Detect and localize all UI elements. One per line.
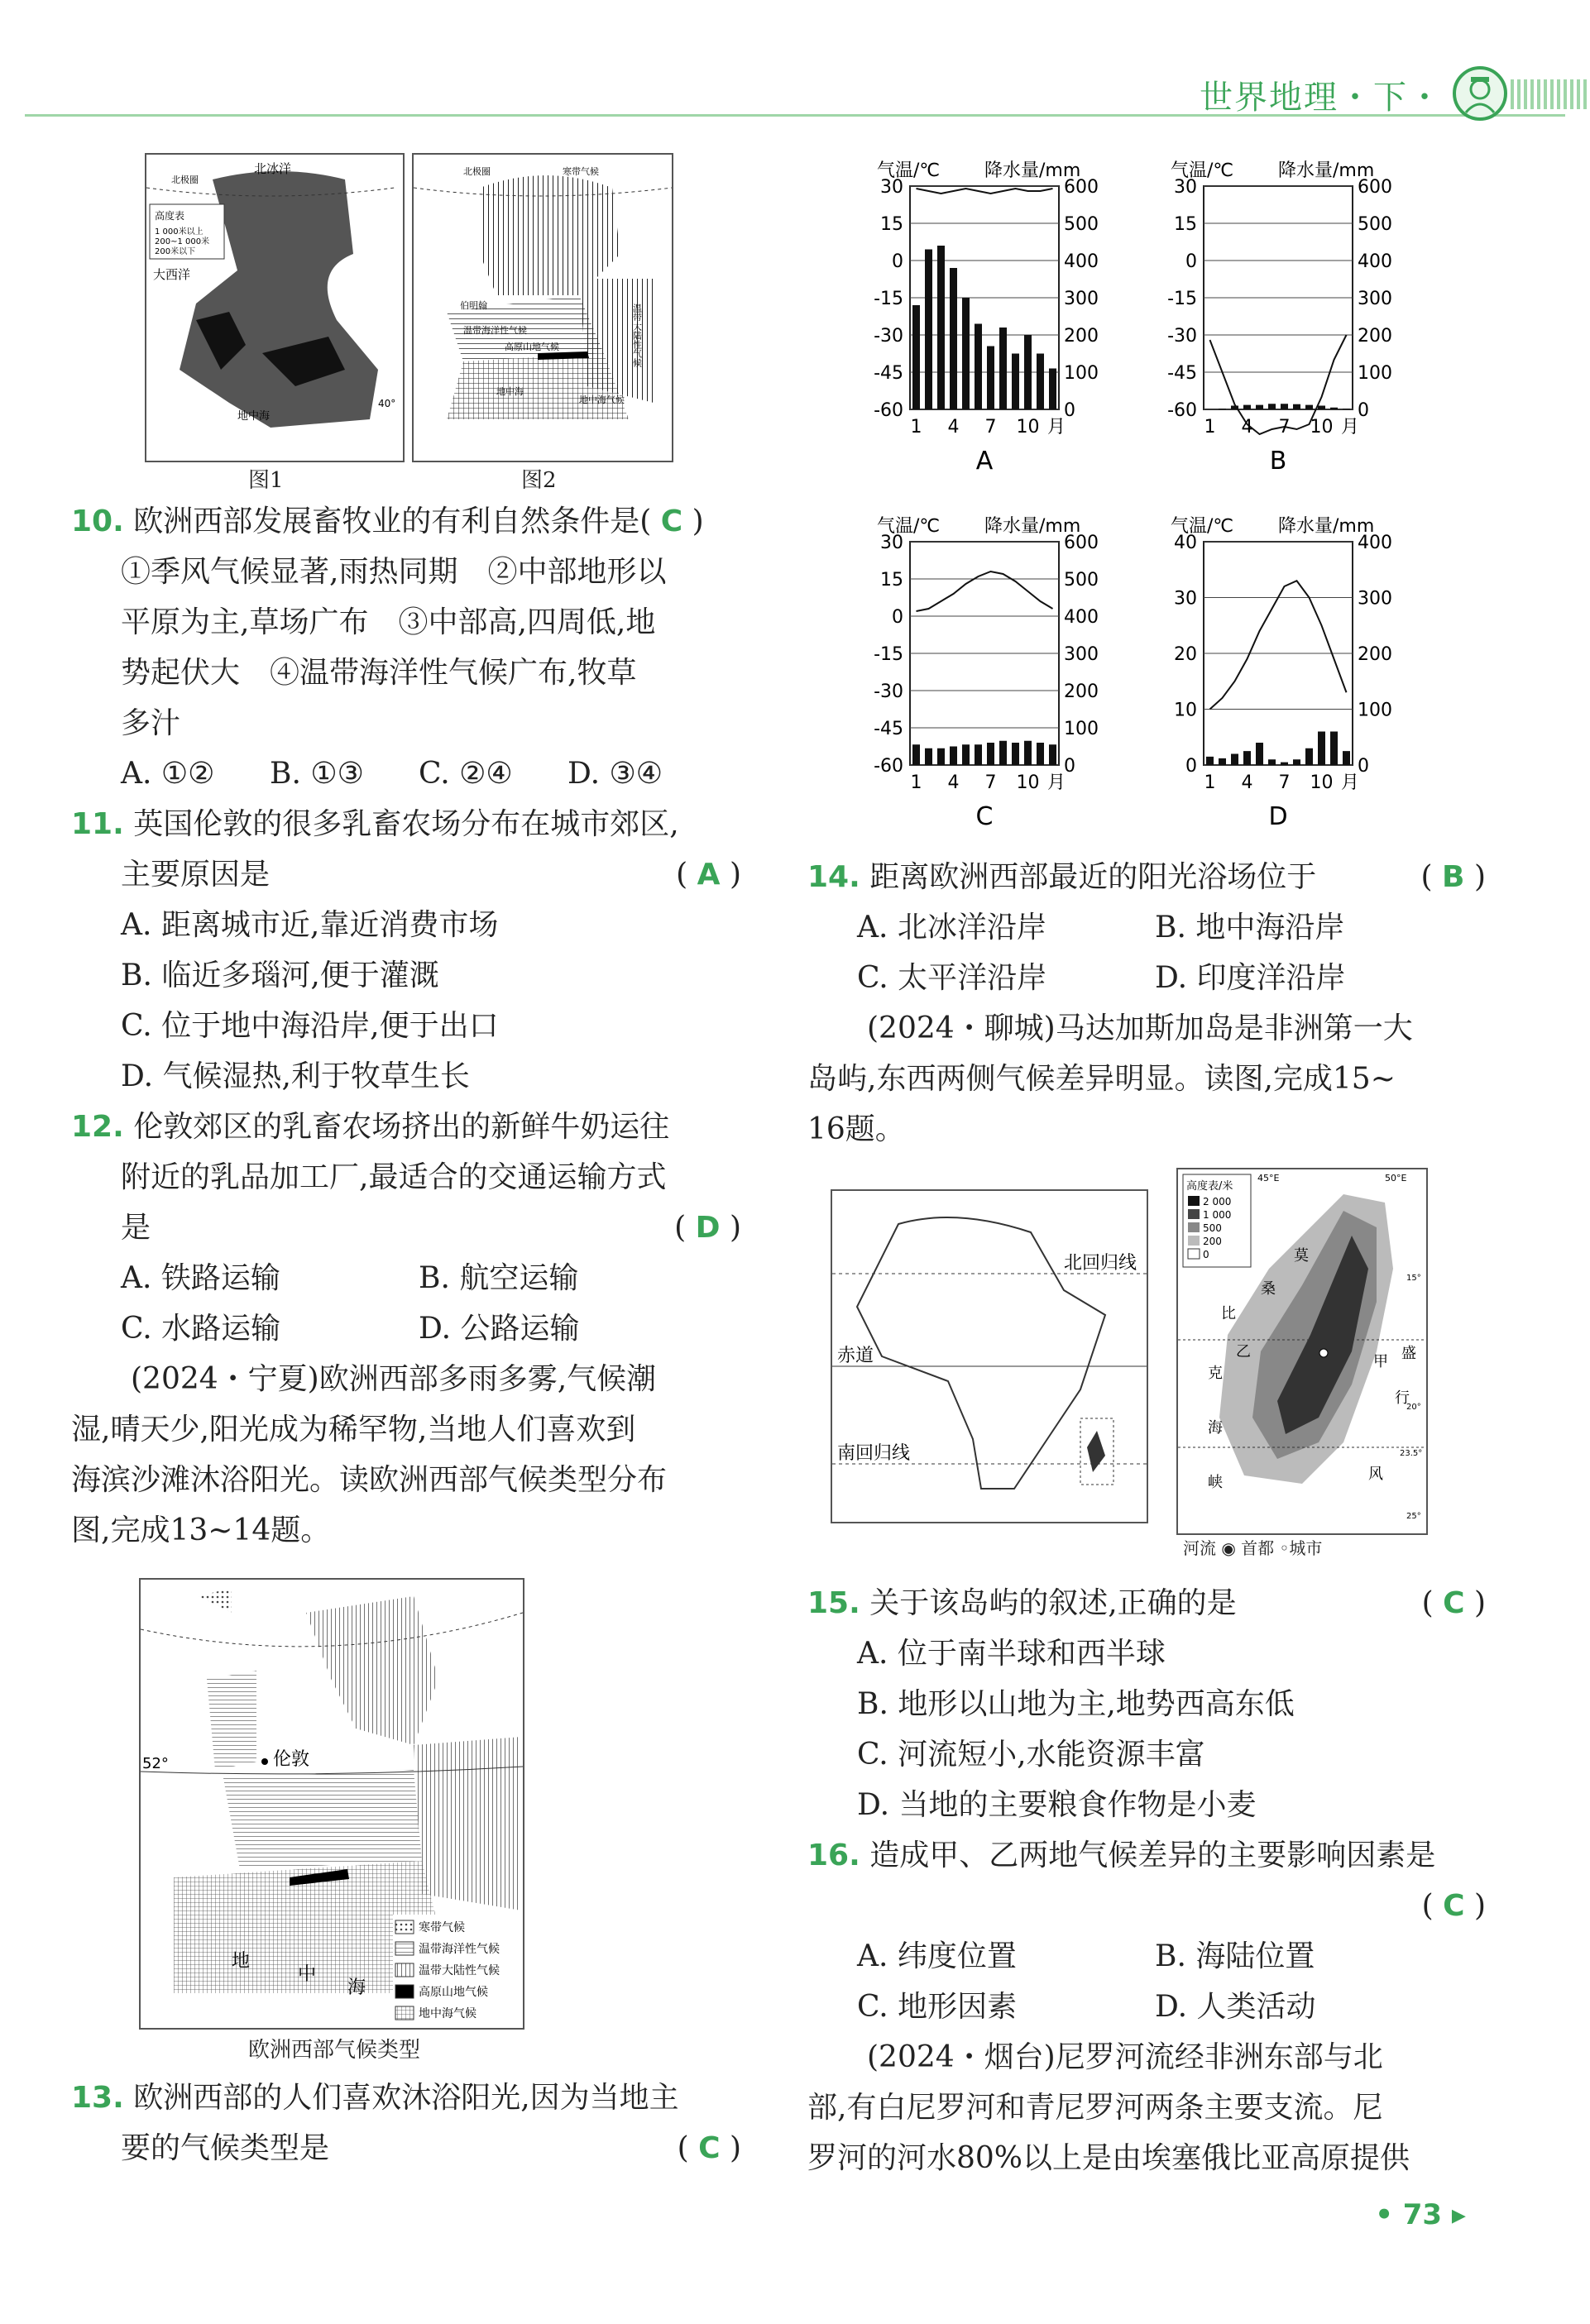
answer-choice: C <box>660 504 683 538</box>
fig2-label: 温带大陆性气候 <box>631 304 643 367</box>
question-text-line: 势起伏大 ④温带海洋性气候广布,牧草 <box>121 656 637 690</box>
question-number: 14. <box>807 860 860 894</box>
precip-bar <box>912 744 920 765</box>
option: D. 公路运输 <box>419 1312 580 1346</box>
precip-tick: 500 <box>1064 570 1099 591</box>
question-stem: 造成甲、乙两地气候差异的主要影响因素是 <box>869 1839 1436 1872</box>
option: C. 太平洋沿岸 <box>857 961 1047 995</box>
temp-tick: 30 <box>1174 177 1197 198</box>
temp-tick: -30 <box>1167 326 1197 347</box>
precip-tick: 300 <box>1358 289 1392 309</box>
map-label: 盛 <box>1401 1345 1416 1362</box>
precip-tick: 200 <box>1064 326 1099 347</box>
precip-bar <box>999 741 1007 765</box>
climate-chart-B <box>1167 160 1392 476</box>
option: B. 地中海沿岸 <box>1155 911 1345 944</box>
option: A. 纬度位置 <box>857 1939 1017 1973</box>
question-text-line: 平原为主,草场广布 ③中部高,四周低,地 <box>121 605 656 639</box>
month-tick: 4 <box>1241 772 1253 793</box>
month-tick: 1 <box>1204 772 1216 793</box>
student-logo-icon <box>1453 66 1507 121</box>
precip-tick: 0 <box>1358 756 1369 777</box>
temperature-line <box>917 189 1053 194</box>
precip-bar <box>925 250 932 410</box>
map-label: 克 <box>1208 1365 1223 1382</box>
chart-label: D <box>1268 802 1288 831</box>
month-tick: 4 <box>947 772 960 793</box>
temp-tick: -15 <box>874 644 903 665</box>
africa-map <box>831 1189 1148 1523</box>
month-tick: 1 <box>910 417 922 438</box>
precip-tick: 400 <box>1064 607 1099 628</box>
precip-tick: 500 <box>1358 214 1392 235</box>
madagascar-map <box>1176 1168 1428 1535</box>
precip-bar <box>1330 408 1338 409</box>
europe-map-caption: 欧洲西部气候类型 <box>248 2038 421 2063</box>
option: B. ①③ <box>270 757 364 791</box>
right-column-questions <box>807 852 1486 1155</box>
latitude-label: 25° <box>1406 1512 1421 1521</box>
precip-bar <box>1037 743 1044 765</box>
answer-choice: C <box>1443 1889 1465 1923</box>
precip-tick: 300 <box>1064 644 1099 665</box>
answer-choice: A <box>697 858 721 892</box>
precip-bar <box>950 747 957 766</box>
option: C. 位于地中海沿岸,便于出口 <box>121 1009 499 1043</box>
madagascar-legend: 河流 ◉ 首都 ◦城市 <box>1183 1538 1323 1558</box>
precip-bar <box>975 744 982 765</box>
precip-bar <box>937 748 945 765</box>
page-number: • 73 ▸ <box>1375 2198 1466 2231</box>
month-tick: 10 <box>1016 417 1040 438</box>
europe-map-label: 中 <box>298 1964 317 1985</box>
fig1-label: 200~1 000米 <box>155 237 210 246</box>
question-12 <box>71 1102 741 1152</box>
chart-ylabel-right: 降水量/mm <box>1278 160 1375 181</box>
precip-bar <box>1231 754 1238 766</box>
option: A. 距离城市近,靠近消费市场 <box>121 908 499 942</box>
precip-bar <box>1037 354 1044 410</box>
option: D. 人类活动 <box>1155 1990 1316 2024</box>
temp-tick: 0 <box>892 607 903 628</box>
precip-bar <box>1343 751 1350 765</box>
question-text-line: 多汁 <box>121 706 181 740</box>
precip-bar <box>1012 354 1019 410</box>
climate-chart-C <box>874 516 1099 831</box>
fig2-label: 寒带气候 <box>563 166 599 177</box>
question-stem: 要的气候类型是 <box>121 2131 330 2165</box>
question-stem-line: 要的气候类型是 ( C ) <box>71 2123 741 2173</box>
precip-bar <box>1243 751 1251 765</box>
chart-ylabel-right: 降水量/mm <box>984 516 1081 537</box>
left-column-questions <box>71 496 741 1556</box>
answer-choice: C <box>1443 1586 1465 1620</box>
question-number: 12. <box>71 1110 124 1144</box>
precip-bar <box>1305 748 1313 765</box>
temperature-line <box>917 571 1053 611</box>
question-number: 10. <box>71 504 124 538</box>
precip-tick: 400 <box>1358 533 1392 553</box>
month-tick: 7 <box>984 417 997 438</box>
month-tick: 7 <box>984 772 997 793</box>
chart-ylabel-left: 气温/℃ <box>877 160 941 181</box>
reading-intro-line: 海滨沙滩沐浴阳光。读欧洲西部气候类型分布 <box>71 1463 668 1497</box>
temp-tick: -60 <box>874 400 903 421</box>
options-row <box>807 953 1486 1003</box>
question-11 <box>71 799 741 849</box>
question-stem: 关于该岛屿的叙述,正确的是 <box>869 1586 1237 1620</box>
precip-tick: 300 <box>1064 289 1099 309</box>
temp-tick: 20 <box>1174 644 1197 665</box>
temp-tick: 15 <box>1174 214 1197 235</box>
option: A. 北冰洋沿岸 <box>857 911 1046 944</box>
chart-label: C <box>975 802 994 831</box>
fig1-label: 北冰洋 <box>254 161 292 176</box>
question-10: 10. 欧洲西部发展畜牧业的有利自然条件是( C ) <box>71 504 704 538</box>
question-stem: 英国伦敦的很多乳畜农场分布在城市郊区, <box>133 807 679 841</box>
chart-ylabel-right: 降水量/mm <box>1278 516 1375 537</box>
temp-tick: 30 <box>1174 588 1197 610</box>
answer-line: ( C ) <box>1421 1889 1486 1923</box>
precip-tick: 200 <box>1358 326 1392 347</box>
option: B. 临近多瑙河,便于灌溉 <box>121 959 439 992</box>
precip-bar <box>1024 335 1032 409</box>
option: C. ②④ <box>419 757 513 791</box>
option: D. 印度洋沿岸 <box>1155 961 1346 995</box>
precip-tick: 100 <box>1064 363 1099 384</box>
month-tick: 10 <box>1016 772 1040 793</box>
map-label: 风 <box>1368 1466 1383 1483</box>
question-13 <box>71 2073 741 2173</box>
precip-bar <box>1012 743 1019 765</box>
precip-bar <box>1318 406 1325 410</box>
precip-bar <box>987 743 994 765</box>
reading-intro-line: 罗河的河水80%以上是由埃塞俄比亚高原提供 <box>807 2141 1410 2175</box>
reading-intro-line: 湿,晴天少,阳光成为稀罕物,当地人们喜欢到 <box>71 1413 636 1447</box>
temp-tick: -60 <box>1167 400 1197 421</box>
temp-tick: 40 <box>1174 533 1197 553</box>
month-tick: 1 <box>910 772 922 793</box>
temp-tick: -15 <box>1167 289 1197 309</box>
latitude-label: 南回归线 <box>837 1443 911 1464</box>
precip-bar <box>987 347 994 410</box>
legend-item: 200 <box>1203 1236 1222 1247</box>
fig2-label: 北极圈 <box>463 166 491 177</box>
options-row <box>807 1982 1486 2032</box>
precip-tick: 500 <box>1064 214 1099 235</box>
map-label: 甲 <box>1373 1353 1388 1370</box>
legend-item: 寒带气候 <box>419 1921 465 1934</box>
legend-item: 温带大陆性气候 <box>419 1964 500 1977</box>
chart-ylabel-left: 气温/℃ <box>1171 160 1234 181</box>
reading-intro-line: 图,完成13~14题。 <box>71 1513 331 1547</box>
europe-map-label: 海 <box>347 1977 366 1998</box>
question-number: 11. <box>71 807 124 841</box>
month-tick: 1 <box>1204 417 1216 438</box>
figure-1-caption: 图1 <box>248 468 284 493</box>
elevation-legend-title: 高度表/米 <box>1186 1180 1233 1193</box>
reading-intro-line: 部,有白尼罗河和青尼罗河两条主要支流。尼 <box>807 2091 1383 2125</box>
running-header-title: 世界地理・下・ <box>1200 79 1443 117</box>
climate-charts <box>836 149 1514 844</box>
precip-tick: 600 <box>1064 177 1099 198</box>
month-tick: 7 <box>1278 417 1291 438</box>
precip-bar <box>1268 759 1276 765</box>
climate-chart-D <box>1171 516 1392 831</box>
fig1-label: 高度表 <box>155 210 185 222</box>
reading-intro-line: (2024・烟台)尼罗河流经非洲东部与北 <box>867 2040 1383 2074</box>
month-tick: 10 <box>1310 417 1334 438</box>
temp-tick: 0 <box>1185 251 1197 272</box>
question-16 <box>807 1830 1486 1881</box>
month-tick: 月 <box>1046 772 1066 793</box>
precip-tick: 600 <box>1358 177 1392 198</box>
month-tick: 月 <box>1340 772 1360 793</box>
legend-item: 500 <box>1203 1222 1222 1234</box>
precip-tick: 100 <box>1064 719 1099 739</box>
precip-tick: 200 <box>1358 644 1392 665</box>
temp-tick: 0 <box>892 251 903 272</box>
fig1-label: 1 000米以上 <box>155 227 204 237</box>
page-number-value: 73 <box>1402 2198 1443 2231</box>
option: C. 地形因素 <box>857 1990 1018 2024</box>
month-tick: 月 <box>1340 417 1360 438</box>
precip-tick: 100 <box>1358 700 1392 721</box>
temp-tick: 15 <box>880 214 903 235</box>
temp-tick: 30 <box>880 177 903 198</box>
chart-ylabel-left: 气温/℃ <box>1171 516 1234 537</box>
option: A. ①② <box>121 757 215 791</box>
precip-bar <box>1049 744 1056 765</box>
question-number: 16. <box>807 1839 860 1872</box>
precip-bar <box>925 748 932 765</box>
temperature-line <box>1210 581 1347 709</box>
precip-tick: 200 <box>1064 681 1099 702</box>
precip-tick: 400 <box>1358 251 1392 272</box>
legend-item: 高原山地气候 <box>419 1986 488 1999</box>
fig2-label: 地中海 <box>496 386 524 397</box>
fig1-label: 40° <box>378 398 396 409</box>
precip-bar <box>1219 758 1226 765</box>
precip-bar <box>1281 404 1288 409</box>
question-number: 15. <box>807 1586 860 1620</box>
precip-bar <box>1206 757 1214 765</box>
precip-tick: 0 <box>1064 400 1075 421</box>
reading-intro-line: 岛屿,东西两侧气候差异明显。读图,完成15~ <box>807 1062 1396 1096</box>
question-stem: 距离欧洲西部最近的阳光浴场位于 <box>869 860 1317 894</box>
figure-2-climate-map <box>412 153 673 462</box>
precip-bar <box>1330 732 1338 766</box>
options-row <box>71 1253 741 1303</box>
map-label: 行 <box>1395 1389 1410 1407</box>
fig2-label: 地中海气候 <box>579 395 625 405</box>
latitude-label: 20° <box>1406 1403 1421 1412</box>
figure-1-relief-map <box>145 153 405 462</box>
precip-bar <box>975 324 982 410</box>
precip-bar <box>1318 732 1325 766</box>
latitude-label: 北回归线 <box>1064 1253 1137 1274</box>
reading-intro-line: 16题。 <box>807 1112 905 1146</box>
temp-tick: 30 <box>880 533 903 553</box>
question-15: 15. 关于该岛屿的叙述,正确的是 ( C ) <box>807 1586 1486 1620</box>
precip-bar <box>1305 405 1313 409</box>
figure-2-caption: 图2 <box>521 468 557 493</box>
longitude-label: 50°E <box>1385 1173 1407 1184</box>
right-column-questions-2 <box>807 1578 1486 2183</box>
question-stem-line: 主要原因是 ( A ) <box>71 849 741 900</box>
europe-map-label: 52° <box>142 1755 169 1772</box>
precip-bar <box>1049 369 1056 410</box>
temp-tick: -30 <box>874 681 903 702</box>
precip-bar <box>1256 405 1263 409</box>
precip-bar <box>962 298 970 409</box>
answer-choice: C <box>698 2131 721 2165</box>
options-row <box>807 1931 1486 1982</box>
precip-tick: 300 <box>1358 588 1392 610</box>
month-tick: 7 <box>1278 772 1291 793</box>
legend-item: 0 <box>1203 1249 1209 1260</box>
question-stem: 欧洲西部发展畜牧业的有利自然条件是 <box>133 504 640 538</box>
longitude-label: 45°E <box>1257 1173 1280 1184</box>
map-label: 乙 <box>1236 1343 1251 1360</box>
option: B. 航空运输 <box>419 1261 579 1295</box>
option: C. 河流短小,水能资源丰富 <box>857 1738 1205 1772</box>
precip-bar <box>937 246 945 409</box>
option: A. 位于南半球和西半球 <box>857 1637 1166 1671</box>
legend-item: 2 000 <box>1203 1196 1232 1207</box>
chart-ylabel-right: 降水量/mm <box>984 160 1081 181</box>
legend-item: 1 000 <box>1203 1209 1232 1221</box>
europe-map-label: 地 <box>232 1951 251 1972</box>
precip-bar <box>962 744 970 765</box>
option: A. 铁路运输 <box>121 1261 280 1295</box>
fig2-label: 伯明翰 <box>460 300 487 311</box>
options-row <box>807 902 1486 953</box>
precip-tick: 600 <box>1064 533 1099 553</box>
latitude-label: 赤道 <box>837 1346 874 1366</box>
fig2-label: 高原山地气候 <box>505 342 559 352</box>
europe-map-label: 伦敦 <box>273 1749 310 1770</box>
question-stem: 伦敦郊区的乳畜农场挤出的新鲜牛奶运往 <box>133 1110 670 1144</box>
precip-tick: 0 <box>1064 756 1075 777</box>
precip-bar <box>999 328 1007 409</box>
reading-intro-line: (2024・宁夏)欧洲西部多雨多雾,气候潮 <box>131 1362 657 1396</box>
question-stem: 欧洲西部的人们喜欢沐浴阳光,因为当地主 <box>133 2081 679 2115</box>
fig2-label: 温带海洋性气候 <box>463 325 527 336</box>
temp-tick: -60 <box>874 756 903 777</box>
option: D. 气候湿热,利于牧草生长 <box>121 1059 470 1093</box>
question-number: 13. <box>71 2081 124 2115</box>
answer-choice: D <box>695 1211 721 1245</box>
option: D. ③④ <box>568 757 663 791</box>
fig1-label: 地中海 <box>237 410 271 423</box>
precip-bar <box>1293 759 1300 765</box>
temp-tick: -45 <box>874 719 903 739</box>
map-label: 莫 <box>1294 1247 1309 1265</box>
precip-bar <box>1243 405 1251 409</box>
temp-tick: -30 <box>874 326 903 347</box>
option: B. 海陆位置 <box>1155 1939 1315 1973</box>
precip-bar <box>1256 743 1263 765</box>
month-tick: 4 <box>1241 417 1253 438</box>
question-14: 14. 距离欧洲西部最近的阳光浴场位于 ( B ) <box>807 860 1486 894</box>
temp-tick: 10 <box>1174 700 1197 721</box>
fig1-label: 北极圈 <box>171 175 199 185</box>
question-stem: 附近的乳品加工厂,最适合的交通运输方式 <box>121 1160 667 1194</box>
precip-tick: 400 <box>1064 251 1099 272</box>
chart-label: A <box>975 447 994 476</box>
chart-label: B <box>1269 447 1287 476</box>
question-stem: 主要原因是 <box>121 858 271 892</box>
fig1-label: 大西洋 <box>153 267 191 282</box>
europe-climate-map <box>139 1578 524 2030</box>
precip-bar <box>912 305 920 409</box>
map-label: 桑 <box>1261 1280 1276 1298</box>
option: C. 水路运输 <box>121 1312 281 1346</box>
latitude-label: 23.5° <box>1400 1449 1423 1458</box>
month-tick: 月 <box>1046 417 1066 438</box>
map-label: 峡 <box>1208 1474 1223 1491</box>
question-stem-line: 是 ( D ) <box>71 1203 741 1253</box>
precip-bar <box>1293 404 1300 409</box>
temp-tick: -15 <box>874 289 903 309</box>
option: D. 当地的主要粮食作物是小麦 <box>857 1788 1257 1822</box>
latitude-label: 15° <box>1406 1274 1421 1283</box>
options-row <box>71 1303 741 1354</box>
legend-item: 温带海洋性气候 <box>419 1943 500 1956</box>
precip-tick: 0 <box>1358 400 1369 421</box>
month-tick: 10 <box>1310 772 1334 793</box>
header-decoration <box>1511 79 1590 109</box>
temp-tick: -45 <box>1167 363 1197 384</box>
fig1-label: 200米以下 <box>155 247 196 256</box>
precip-bar <box>1024 741 1032 765</box>
options-row <box>71 748 741 799</box>
map-label: 海 <box>1208 1419 1223 1437</box>
climate-chart-A <box>874 160 1099 476</box>
precip-bar <box>1281 763 1288 765</box>
option: B. 地形以山地为主,地势西高东低 <box>857 1687 1295 1721</box>
precip-bar <box>1268 404 1276 409</box>
question-text-line: ①季风气候显著,雨热同期 ②中部地形以 <box>121 555 667 589</box>
legend-item: 地中海气候 <box>419 2007 477 2020</box>
answer-choice: B <box>1442 860 1465 894</box>
chart-ylabel-left: 气温/℃ <box>877 516 941 537</box>
map-label: 比 <box>1221 1305 1236 1322</box>
temp-tick: 0 <box>1185 756 1197 777</box>
temp-tick: 15 <box>880 570 903 591</box>
reading-intro-line: (2024・聊城)马达加斯加岛是非洲第一大 <box>867 1011 1413 1045</box>
precip-bar <box>950 268 957 409</box>
question-stem: 是 <box>121 1211 151 1245</box>
temp-tick: -45 <box>874 363 903 384</box>
month-tick: 4 <box>947 417 960 438</box>
precip-tick: 100 <box>1358 363 1392 384</box>
